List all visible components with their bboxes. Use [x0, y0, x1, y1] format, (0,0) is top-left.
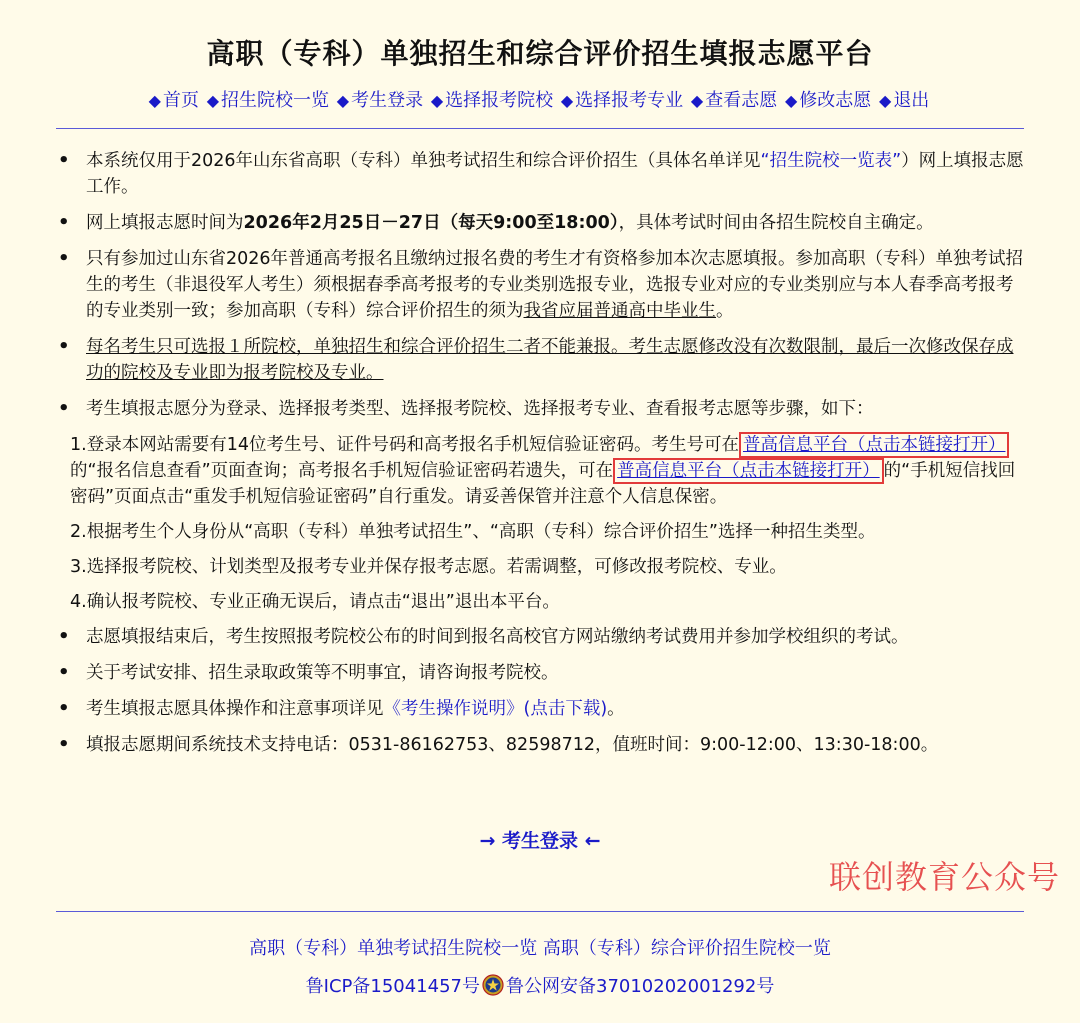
student-login-link[interactable]: → 考生登录 ←	[479, 830, 601, 852]
step-item: 1.登录本网站需要有14位考生号、证件号码和高考报名手机短信验证密码。考生号可在 普高信息平台（点击本链接打开）的“报名信息查看”页面查询；高考报名手机短信验证密码若遗失，可在 普高信息平台（点击本链接打开） 的“手机短信找回密码”页面点击“重发手机短信验证密码”自行重发。请妥善保管并注意个人信息保密。	[56, 432, 1024, 510]
notice-content	[56, 148, 1024, 768]
bottom-divider	[56, 911, 1024, 912]
footer-links	[0, 934, 1080, 960]
list-item: • 填报志愿期间系统技术支持电话：0531-86162753、82598712，值班时间：9:00-12:00、13:30-18:00。	[56, 732, 1024, 758]
list-item: • 网上填报志愿时间为2026年2月25日－27日（每天9:00至18:00），具体考试时间由各招生院校自主确定。	[56, 210, 1024, 236]
list-item: • 关于考试安排、招生录取政策等不明事宜，请咨询报考院校。	[56, 660, 1024, 686]
nav-login[interactable]: 考生登录	[351, 90, 424, 111]
diamond-icon: ◆	[336, 91, 350, 110]
watermark: 联创教育公众号	[828, 858, 1060, 896]
diamond-icon: ◆	[690, 91, 704, 110]
list-item: • 本系统仅用于2026年山东省高职（专科）单独考试招生和综合评价招生（具体名单详见“招生院校一览表”）网上填报志愿工作。	[58, 150, 1024, 197]
list-item: • 考生填报志愿具体操作和注意事项详见《考生操作说明》(点击下载)。	[56, 696, 1024, 722]
bullet-icon: •	[58, 626, 70, 647]
list-item: • 考生填报志愿分为登录、选择报考类型、选择报考院校、选择报考专业、查看报考志愿等步骤，如下：	[56, 396, 1024, 422]
bullet-icon: •	[58, 212, 70, 233]
top-divider	[56, 128, 1024, 129]
diamond-icon: ◆	[560, 91, 574, 110]
info-platform-link[interactable]: 普高信息平台（点击本链接打开）	[613, 458, 884, 484]
footer-comprehensive-list-link[interactable]: 高职（专科）综合评价招生院校一览	[542, 938, 831, 959]
nav-select-major[interactable]: 选择报考专业	[575, 90, 684, 111]
diamond-icon: ◆	[430, 91, 444, 110]
nav-view-choices[interactable]: 查看志愿	[705, 90, 778, 111]
diamond-icon: ◆	[206, 91, 220, 110]
top-nav	[0, 86, 1080, 112]
bullet-icon: •	[58, 248, 70, 269]
info-platform-link[interactable]: 普高信息平台（点击本链接打开）	[739, 432, 1010, 458]
bullet-icon: •	[58, 336, 70, 357]
nav-logout[interactable]: 退出	[893, 90, 930, 111]
icp-link[interactable]: 鲁ICP备15041457号	[305, 976, 480, 997]
footer-single-exam-list-link[interactable]: 高职（专科）单独考试招生院校一览	[249, 938, 538, 959]
bullet-icon: •	[58, 662, 70, 683]
list-item: • 只有参加过山东省2026年普通高考报名且缴纳过报名费的考生才有资格参加本次志愿填报。参加高职（专科）单独考试招生的考生（非退役军人考生）须根据春季高考报考的专业类别选报专业，选报专业对应的专业类别应与本人春季高考报考的专业类别一致；参加高职（专科）综合评价招生的须为我省应届普通高中毕业生。	[58, 248, 1024, 321]
step-item: 2.根据考生个人身份从“高职（专科）单独考试招生”、“高职（专科）综合评价招生”选择一种招生类型。	[70, 522, 876, 542]
police-record-link[interactable]: 鲁公网安备37010202001292号	[506, 976, 775, 997]
footer-icp	[0, 972, 1080, 998]
bullet-icon: •	[58, 398, 70, 419]
diamond-icon: ◆	[148, 91, 161, 110]
bullet-icon: •	[58, 698, 70, 719]
instructions-download-link[interactable]: 《考生操作说明》(点击下载)	[383, 699, 608, 719]
list-item: • 每名考生只可选报１所院校，单独招生和综合评价招生二者不能兼报。考生志愿修改没有次数限制，最后一次修改保存成功的院校及专业即为报考院校及专业。	[58, 336, 1014, 383]
nav-edit-choices[interactable]: 修改志愿	[799, 90, 872, 111]
police-emblem-icon	[482, 974, 504, 996]
step-item: 3.选择报考院校、计划类型及报考专业并保存报考志愿。若需调整，可修改报考院校、专业。	[70, 557, 787, 577]
school-list-link[interactable]: “招生院校一览表”	[760, 151, 902, 171]
page-title: 高职（专科）单独招生和综合评价招生填报志愿平台	[206, 37, 874, 70]
diamond-icon: ◆	[879, 91, 892, 110]
diamond-icon: ◆	[784, 91, 798, 110]
nav-schools-list[interactable]: 招生院校一览	[221, 90, 330, 111]
bullet-icon: •	[58, 734, 70, 755]
bullet-icon: •	[58, 150, 70, 171]
list-item: • 志愿填报结束后，考生按照报考院校公布的时间到报名高校官方网站缴纳考试费用并参加学校组织的考试。	[56, 624, 1024, 650]
nav-select-school[interactable]: 选择报考院校	[445, 90, 554, 111]
step-item: 4.确认报考院校、专业正确无误后，请点击“退出”退出本平台。	[70, 592, 560, 612]
nav-home[interactable]: 首页	[162, 90, 199, 111]
